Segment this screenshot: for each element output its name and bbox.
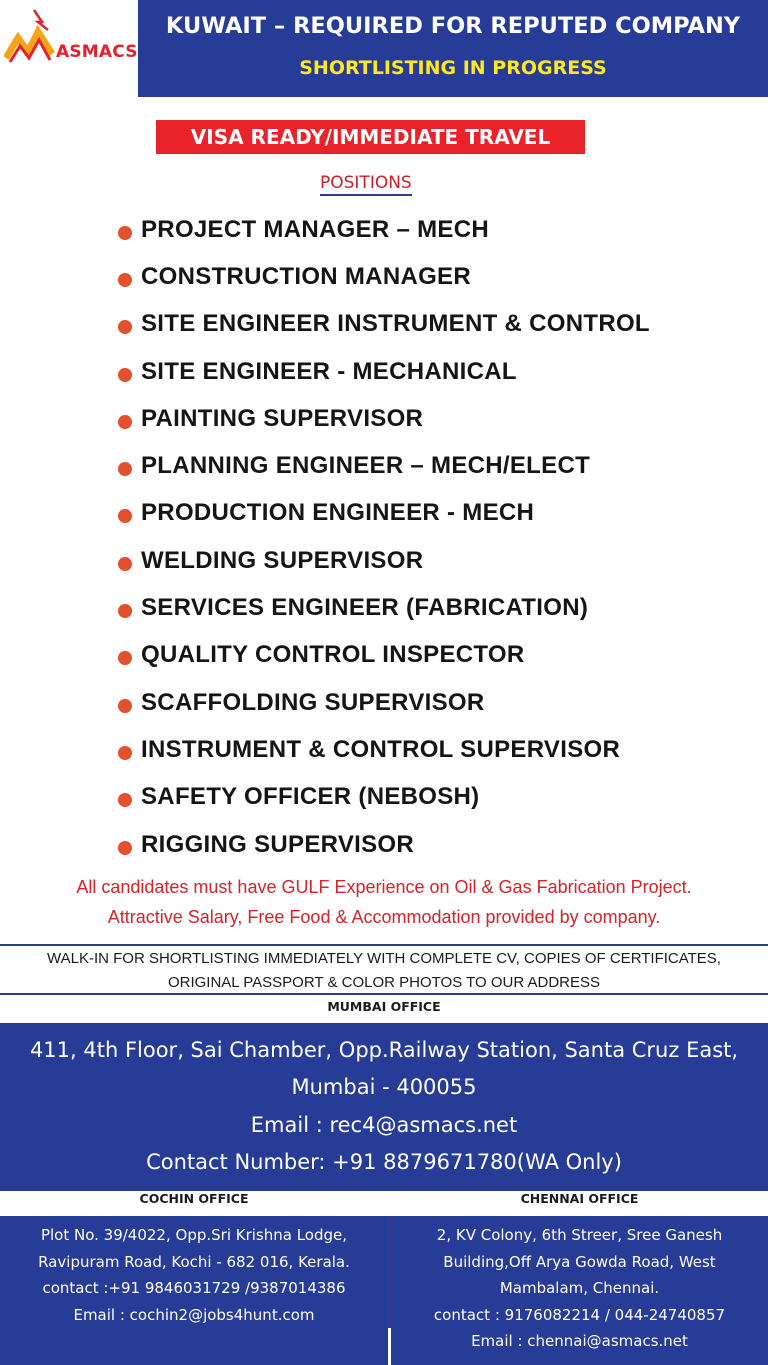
- cochin-office-label: COCHIN OFFICE: [0, 1191, 388, 1216]
- bullet-icon: [118, 699, 132, 713]
- cochin-address-line: Plot No. 39/4022, Opp.Sri Krishna Lodge,: [40, 1226, 348, 1244]
- chennai-office: [391, 1191, 768, 1365]
- brand-name: ASMACS: [56, 42, 138, 62]
- bullet-icon: [118, 509, 132, 523]
- list-item: [118, 821, 650, 868]
- mumbai-office-label: MUMBAI OFFICE: [327, 999, 441, 1014]
- header-banner: [138, 0, 768, 97]
- positions-heading: POSITIONS: [320, 173, 412, 196]
- page-subtitle: SHORTLISTING IN PROGRESS: [299, 57, 607, 79]
- visa-banner: VISA READY/IMMEDIATE TRAVEL: [156, 120, 585, 154]
- chennai-office-label: CHENNAI OFFICE: [391, 1191, 768, 1216]
- experience-note: All candidates must have GULF Experience on Oil & Gas Fabrication Project.: [76, 877, 692, 897]
- chennai-address-line: Mambalam, Chennai.: [499, 1279, 660, 1297]
- positions-list: [118, 206, 650, 868]
- chennai-office-body: [391, 1216, 768, 1365]
- list-item: [118, 395, 650, 442]
- bullet-icon: [118, 462, 132, 476]
- cochin-office: [0, 1191, 388, 1365]
- position-label: CONSTRUCTION MANAGER: [141, 262, 471, 290]
- position-label: SERVICES ENGINEER (FABRICATION): [141, 594, 589, 622]
- position-label: WELDING SUPERVISOR: [141, 546, 424, 574]
- list-item: [118, 632, 650, 679]
- position-label: PRODUCTION ENGINEER - MECH: [141, 499, 535, 527]
- list-item: [118, 679, 650, 726]
- position-label: PROJECT MANAGER – MECH: [141, 215, 489, 243]
- walkin-line: WALK-IN FOR SHORTLISTING IMMEDIATELY WITH COMPLETE CV, COPIES OF CERTIFICATES,: [47, 950, 721, 967]
- cochin-contact[interactable]: contact :+91 9846031729 /9387014386: [42, 1279, 346, 1297]
- cochin-email[interactable]: Email : cochin2@jobs4hunt.com: [73, 1305, 315, 1324]
- mumbai-address-line: 411, 4th Floor, Sai Chamber, Opp.Railway Station, Santa Cruz East,: [29, 1038, 739, 1062]
- cochin-address-line: Ravipuram Road, Kochi - 682 016, Kerala.: [38, 1252, 350, 1271]
- walkin-notice: [0, 944, 768, 995]
- bullet-icon: [118, 793, 132, 807]
- bullet-icon: [118, 273, 132, 287]
- benefits-note: Attractive Salary, Free Food & Accommodation provided by company.: [107, 907, 661, 927]
- asmacs-zigzag-logo-icon: [4, 6, 56, 66]
- position-label: SAFETY OFFICER (NEBOSH): [141, 783, 480, 811]
- bullet-icon: [118, 557, 132, 571]
- cochin-office-body: [0, 1216, 388, 1365]
- chennai-contact[interactable]: contact : 9176082214 / 044-24740857: [433, 1305, 726, 1324]
- walkin-line: ORIGINAL PASSPORT & COLOR PHOTOS TO OUR ADDRESS: [167, 974, 601, 991]
- position-label: RIGGING SUPERVISOR: [141, 830, 415, 858]
- bullet-icon: [118, 841, 132, 855]
- list-item: [118, 442, 650, 489]
- list-item: [118, 726, 650, 773]
- list-item: [118, 206, 650, 253]
- brand-logo: [0, 0, 138, 97]
- bullet-icon: [118, 320, 132, 334]
- list-item: [118, 537, 650, 584]
- chennai-address-line: 2, KV Colony, 6th Streer, Sree Ganesh: [436, 1226, 723, 1244]
- list-item: [118, 301, 650, 348]
- position-label: SITE ENGINEER INSTRUMENT & CONTROL: [141, 310, 650, 338]
- bullet-icon: [118, 746, 132, 760]
- list-item: [118, 774, 650, 821]
- chennai-email[interactable]: Email : chennai@asmacs.net: [471, 1332, 688, 1350]
- mumbai-office-box: [0, 1023, 768, 1191]
- position-label: INSTRUMENT & CONTROL SUPERVISOR: [141, 735, 621, 763]
- page-title: KUWAIT – REQUIRED FOR REPUTED COMPANY: [165, 13, 741, 39]
- position-label: SCAFFOLDING SUPERVISOR: [141, 688, 485, 716]
- bullet-icon: [118, 604, 132, 618]
- list-item: [118, 584, 650, 631]
- bullet-icon: [118, 368, 132, 382]
- chennai-address-line: Building,Off Arya Gowda Road, West: [443, 1252, 716, 1271]
- bullet-icon: [118, 651, 132, 665]
- position-label: PLANNING ENGINEER – MECH/ELECT: [141, 452, 591, 480]
- bullet-icon: [118, 226, 132, 240]
- position-label: QUALITY CONTROL INSPECTOR: [141, 641, 525, 669]
- list-item: [118, 253, 650, 300]
- position-label: PAINTING SUPERVISOR: [141, 404, 424, 432]
- mumbai-address-city: Mumbai - 400055: [291, 1075, 477, 1099]
- list-item: [118, 490, 650, 537]
- position-label: SITE ENGINEER - MECHANICAL: [141, 357, 517, 385]
- mumbai-email[interactable]: Email : rec4@asmacs.net: [250, 1113, 518, 1137]
- bullet-icon: [118, 415, 132, 429]
- mumbai-contact[interactable]: Contact Number: +91 8879671780(WA Only): [146, 1150, 622, 1174]
- list-item: [118, 348, 650, 395]
